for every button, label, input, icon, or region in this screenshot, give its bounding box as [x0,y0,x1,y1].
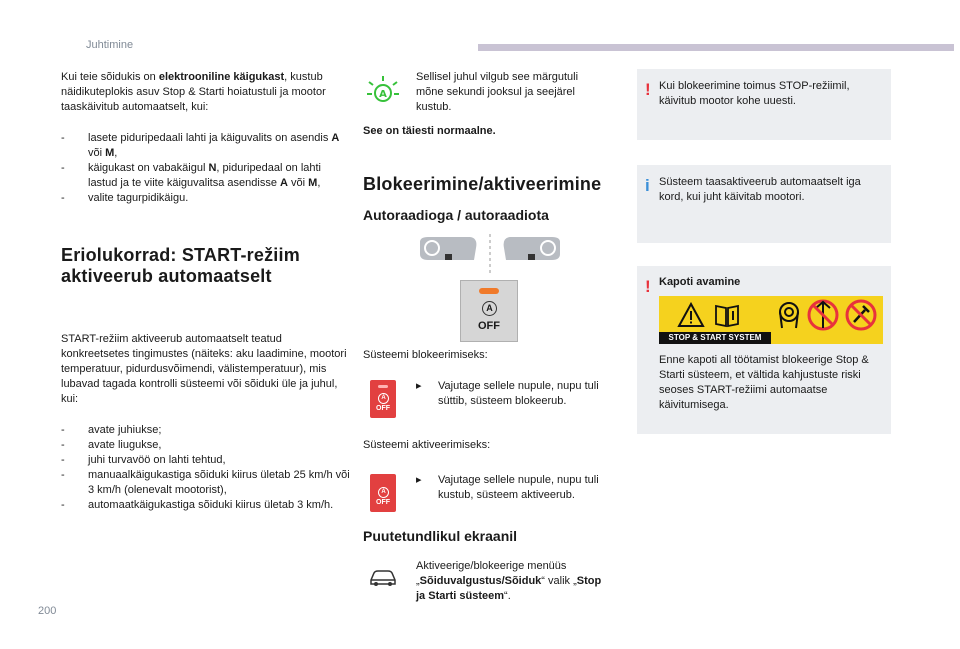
subheading-radio: Autoraadioga / autoraadiota [363,207,549,223]
list-item: - valite tagurpidikäigu. [61,191,351,206]
list-item: - avate juhiukse; [61,423,351,438]
manual-book-icon [713,302,741,328]
block-label: Süsteemi blokeerimiseks: [363,349,488,361]
activate-label: Süsteemi aktiveerimiseks: [363,439,491,451]
restart-conditions-list [61,131,351,206]
section-heading-special: Eriolukorrad: START-režiim aktiveerub automaatselt [61,245,300,286]
svg-text:A: A [379,89,387,100]
touchscreen-instruction: Aktiveerige/blokeerige menüüs „Sõiduvalgustus/Sõiduk“ valik „Stop ja Starti süsteem“. [416,560,602,602]
block-instruction: ▸ Vajutage sellele nupule, nupu tuli süttib, süsteem blokeerub. [416,380,599,407]
page-number: 200 [38,605,57,617]
label-system-text: STOP & START SYSTEM [659,332,771,344]
no-hands-icon [807,298,839,332]
button-off-label: OFF [478,320,500,332]
normal-note: See on täiesti normaalne. [363,125,496,137]
info-box-reactivate: i Süsteem taasaktiveerub automaatselt iga kord, kui juht käivitab mootori. [637,165,891,243]
activate-instruction: ▸ Vajutage sellele nupule, nupu tuli kustub, süsteem aktiveerub. [416,474,599,501]
stop-start-warning-icon [365,74,401,110]
section-heading-block: Blokeerimine/aktiveerimine [363,174,602,194]
fan-belt-icon [777,300,801,330]
list-item: - lasete piduripedaali lahti ja käiguvalits on asendis A või M, [61,131,351,161]
intro-paragraph: Kui teie sõidukis on elektrooniline käigukast, kustub näidikuteplokis asuv Stop & Starti hoiatustuli ja mootor taaskäivitub automaatselt, kui: [61,71,326,113]
triangle-warning-icon [677,302,705,328]
no-tools-icon [845,298,877,332]
mirror-illustration [410,232,570,276]
header-bar [478,44,954,51]
vehicle-menu-icon [368,566,398,588]
list-item: - käigukast on vabakäigul N, piduripedaal on lahti lastud ja te viite käiguvalitsa asendisse A või M, [61,161,351,191]
warning-exclamation-icon: ! [645,277,651,296]
warning-box-restart: ! Kui blokeerimine toimus STOP-režiimil, käivitub mootor kohe uuesti. [637,69,891,140]
icon-description: Sellisel juhul vilgub see märgutuli mõne sekundi jooksul ja seejärel kustub. [416,71,579,113]
arrow-bullet-icon: ▸ [416,474,422,486]
chapter-title: Juhtimine [86,39,134,51]
list-item: - juhi turvavöö on lahti tehtud, [61,453,351,468]
list-item: - automaatkäigukastiga sõiduki kiirus ületab 3 km/h. [61,498,351,513]
off-button-unlit-icon: A OFF [370,474,396,512]
info-i-icon: i [645,176,650,195]
bonnet-warning-label [659,296,883,344]
auto-a-icon: A [482,301,497,316]
list-item: - avate liugukse, [61,438,351,453]
subheading-touchscreen: Puutetundlikul ekraanil [363,528,518,544]
button-indicator-led [479,288,499,294]
off-button-lit-icon: A OFF [370,380,396,418]
arrow-bullet-icon: ▸ [416,380,422,392]
list-item: - manuaalkäigukastiga sõiduki kiirus ületab 25 km/h või 3 km/h (olenevalt mootorist), [61,468,351,498]
warning-exclamation-icon: ! [645,80,651,99]
special-paragraph: START-režiim aktiveerub automaatselt teatud konkreetsetes tingimustes (näiteks: aku laadimine, mootori temperatuur, pidurdusvõimendi, välistemperatuur), mis lubavad tagada kontrolli süsteemi või sõiduki üle ja juhul, kui: [61,333,347,405]
warning-box-bonnet: ! Kapoti avamine STOP & START SYSTEM Enne kapoti all töötamist blokeerige Stop & Starti süsteem, et vältida kahjustuste riski seoses START-režiimi automaatse käivitumisega. [637,266,891,434]
auto-start-conditions-list [61,423,351,513]
stop-start-off-button-large[interactable] [460,280,518,342]
